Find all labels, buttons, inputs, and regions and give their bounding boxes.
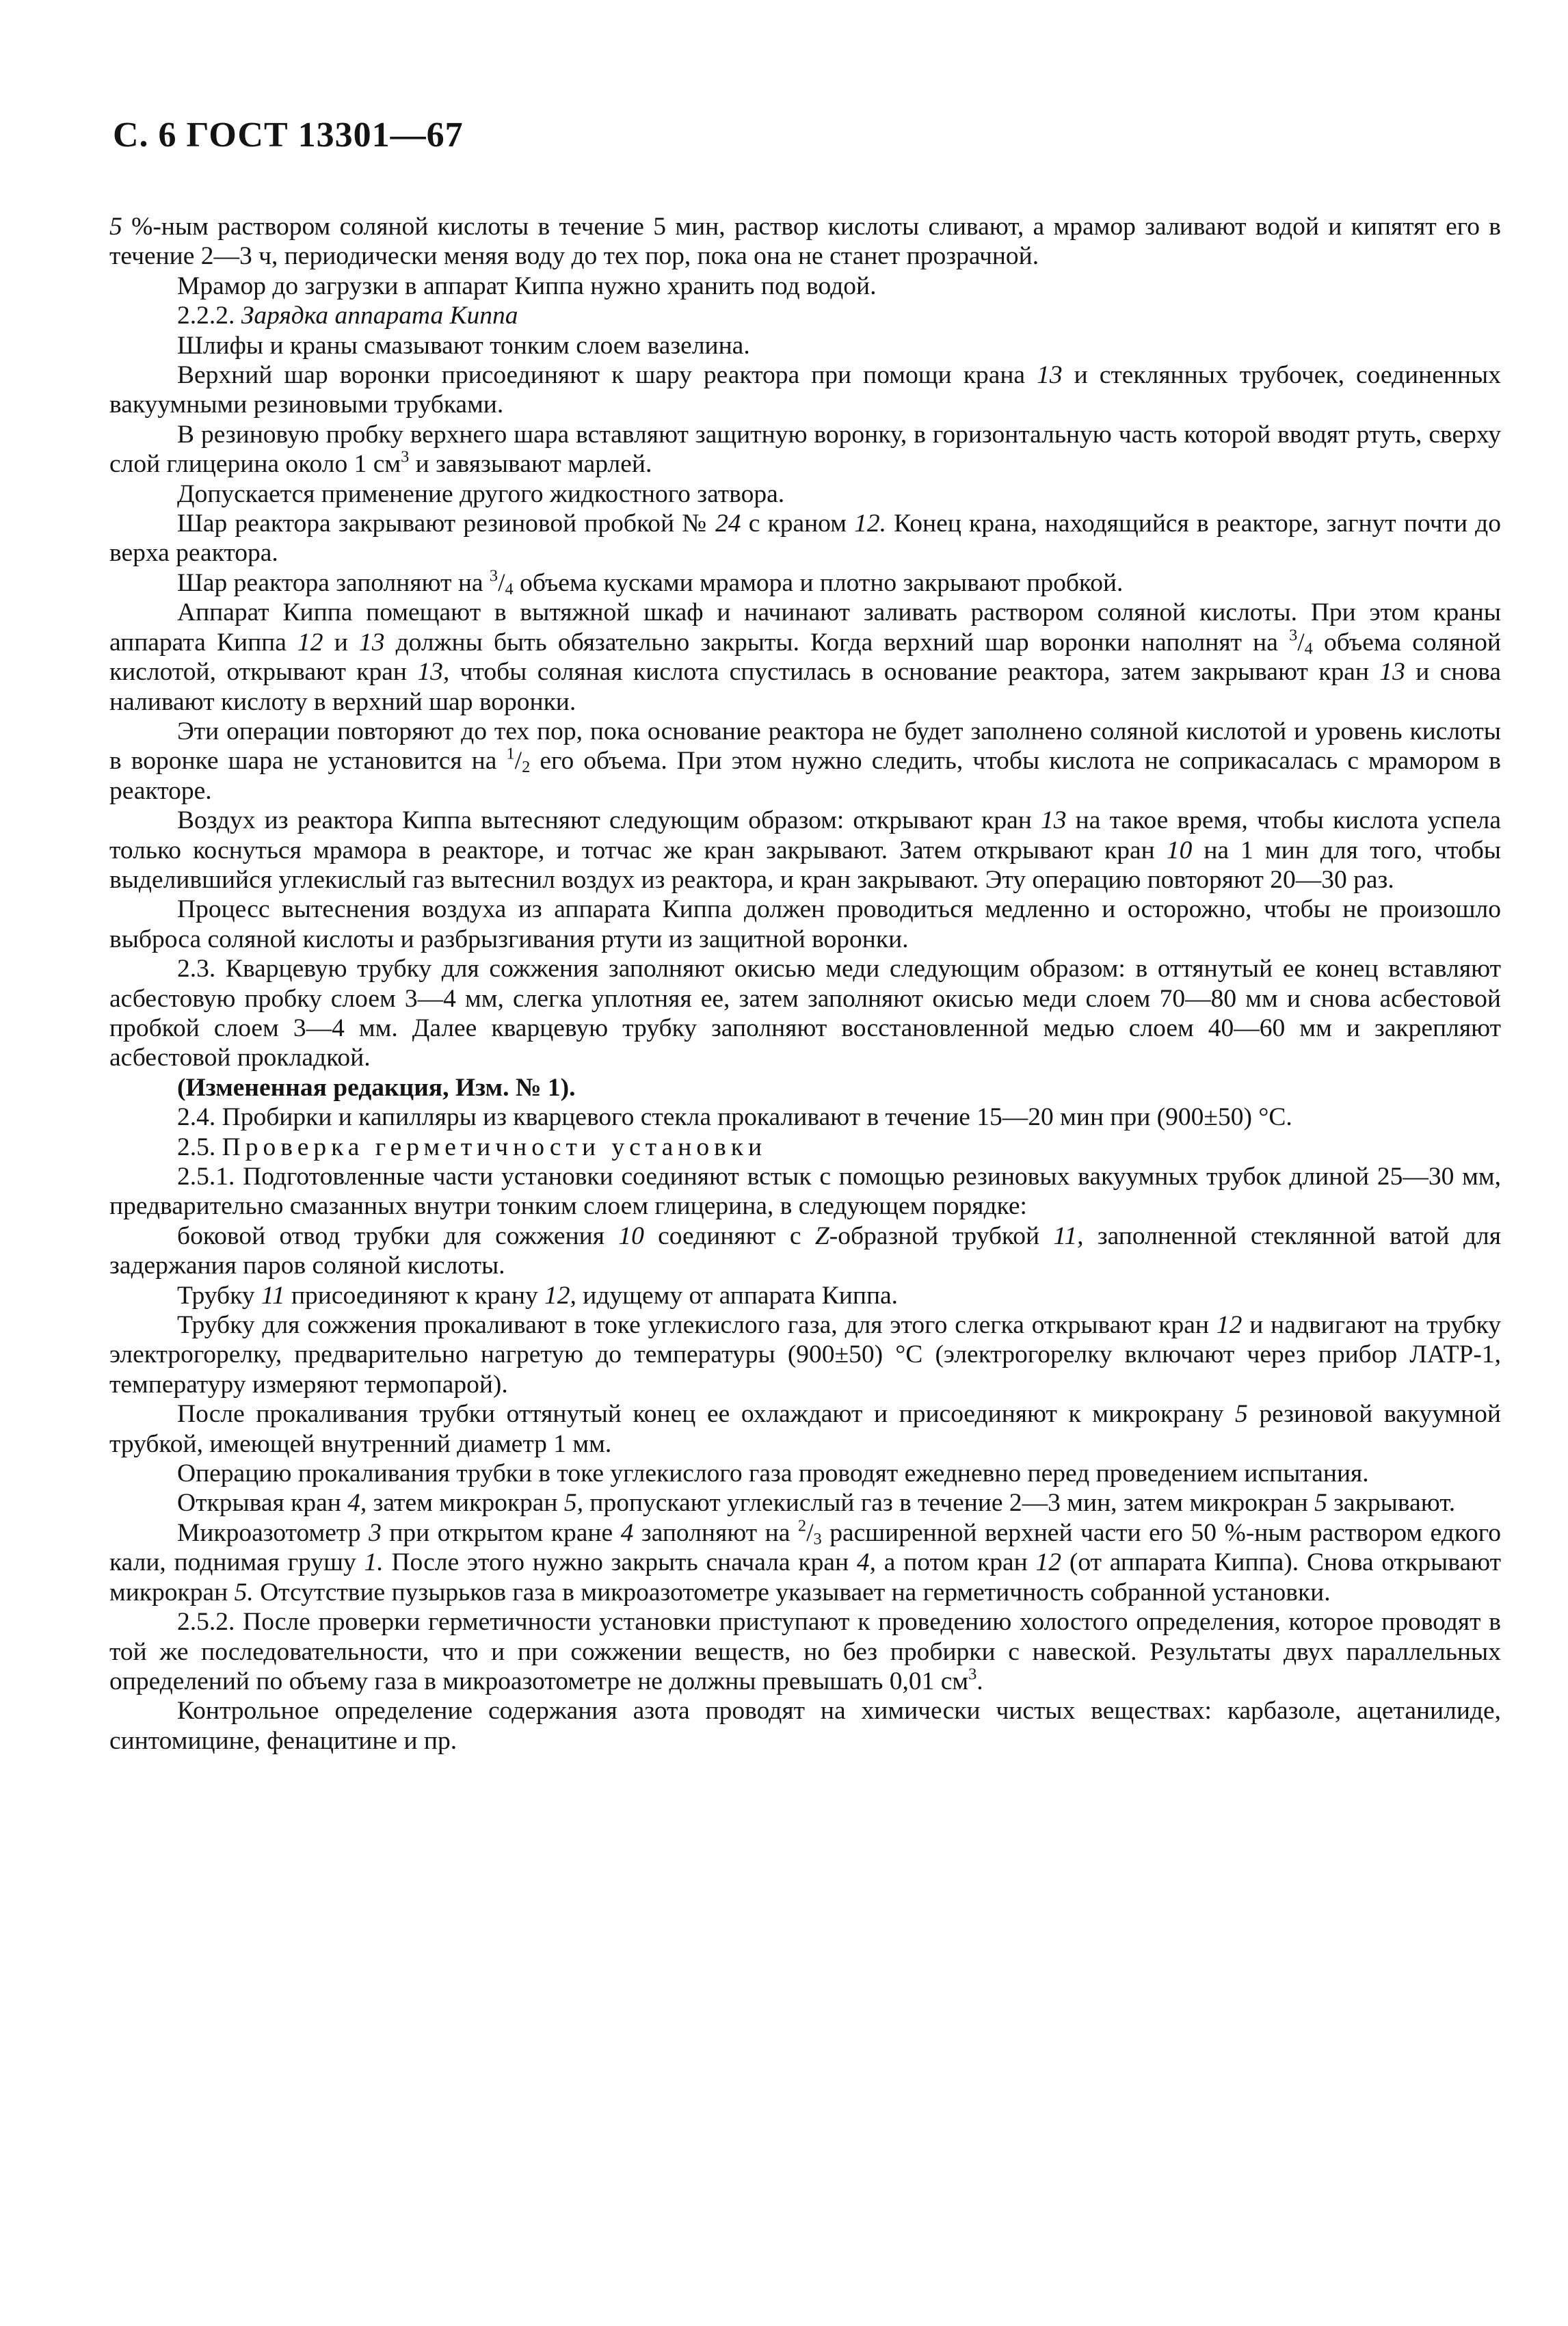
text-run: и снова наливают кислоту в верхний шар воронки.: [109, 658, 1501, 716]
paragraph-23: Операцию прокаливания трубки в токе углекислого газа проводят ежедневно перед проведением испытания.: [177, 1459, 1369, 1488]
item-ref: 4: [620, 1518, 634, 1547]
text-run: его объема. При этом нужно следить, чтобы кислота не соприкасалась с мрамором в реакторе.: [109, 747, 1501, 805]
item-ref: 12: [1035, 1548, 1062, 1577]
text-run: а потом кран: [876, 1548, 1036, 1577]
paragraph-13: Процесс вытеснения воздуха из аппарата Киппа должен проводиться медленно и осторожно, чтобы не произошло выброса соляной кислоты и разбрызгивания ртути из защитной воронки.: [109, 895, 1501, 953]
paragraph-22: [109, 1399, 1501, 1459]
paragraph-text: %-ным раствором соляной кислоты в течение 5 мин, раствор кислоты сливают, а мрамор заливают водой и кипятят его в течение 2—3 ч, периодически меняя воду до тех пор, пока она не станет прозрачной.: [109, 213, 1501, 271]
paragraph-2-5-2: [109, 1607, 1501, 1696]
text-run: соединяют с: [643, 1221, 815, 1250]
section-title: Зарядка аппарата Киппа: [241, 302, 518, 330]
paragraph-2-4: 2.4. Пробирки и капилляры из кварцевого стекла прокаливают в течение 15—20 мин при (900±50) °С.: [177, 1103, 1292, 1132]
text-run: После этого нужно закрыть сначала кран: [383, 1548, 857, 1577]
item-ref: 1.: [364, 1548, 384, 1577]
paragraph-8: [109, 509, 1501, 568]
item-ref: 10: [618, 1221, 644, 1250]
text-run: закрывают.: [1327, 1489, 1456, 1518]
text-run: После прокаливания трубки оттянутый конец ее охлаждают и присоединяют к микрокрану: [177, 1400, 1235, 1429]
text-run: Открывая кран: [177, 1489, 348, 1518]
item-ref: 11: [261, 1281, 285, 1310]
text-run: Эти операции повторяют до тех пор, пока основание реактора не будет заполнено соляной кислотой и уровень кислоты в воронке шара не установится на: [109, 717, 1501, 776]
text-run: Шар реактора закрывают резиновой пробкой №: [177, 510, 716, 538]
superscript: 3: [401, 447, 410, 466]
paragraph-4: Шлифы и краны смазывают тонким слоем вазелина.: [177, 331, 750, 360]
text-run: на 1 мин для того, чтобы выделившийся углекислый газ вытеснил воздух из реактора, и кран закрывают. Эту операцию повторяют 20—30 раз.: [109, 836, 1501, 894]
text-run: Конец крана, находящийся в реакторе, загнут почти до верха реактора.: [109, 510, 1502, 568]
text-run: при открытом кране: [381, 1518, 621, 1547]
paragraph-5: [109, 360, 1501, 420]
item-ref: 10: [1166, 836, 1193, 864]
item-ref: 13: [1379, 658, 1405, 687]
item-ref: 4,: [856, 1548, 876, 1577]
item-ref: 5: [1314, 1489, 1327, 1518]
paragraph-21: [109, 1310, 1501, 1399]
paragraph-6: [109, 420, 1501, 479]
item-ref: 12,: [544, 1281, 576, 1310]
item-ref: 5.: [234, 1578, 254, 1607]
subsection-2-2-2: [109, 301, 1501, 330]
text-run: затем микрокран: [367, 1489, 564, 1518]
paragraph-12: [109, 806, 1501, 895]
fraction-numerator: 2: [797, 1516, 807, 1535]
page-header: С. 6 ГОСТ 13301—67: [113, 116, 464, 155]
text-run: заполняют на: [633, 1518, 798, 1547]
text-run: 2.5.2. После проверки герметичности установки приступают к проведению холостого определения, которое проводят в той же последовательности, что и при сожжении веществ, но без пробирки с навеской. Результаты двух параллельных определений по объему газа в микроазотометре не должны превышать 0,01 см: [109, 1608, 1501, 1695]
paragraph-2: Мрамор до загрузки в аппарат Киппа нужно хранить под водой.: [177, 272, 877, 300]
text-run: Воздух из реактора Киппа вытесняют следующим образом: открывают кран: [177, 806, 1041, 835]
text-run: В резиновую пробку верхнего шара вставляют защитную воронку, в горизонтальную часть которой вводят ртуть, сверху слой глицерина около 1 см: [109, 420, 1501, 479]
paragraph-9: Шар реактора заполняют на $^3/_4$ объема кусками мрамора и плотно закрывают пробкой.: [177, 566, 1124, 598]
paragraph-27: Контрольное определение содержания азота проводят на химически чистых веществах: карбазоле, ацетанилиде, синтомицине, фенацитине и пр.: [109, 1697, 1501, 1755]
paragraph-10: Аппарат Киппа помещают в вытяжной шкаф и начинают заливать раствором соляной кислоты. При этом краны аппарата Киппа 12 и 13 должны быть обязательно закрыты. Когда верхний шар воронки наполнят на $^3/_4$ объема соляной кислотой, открывают кран 13, чтобы соляная кислота спустилась в основание реактора, затем закрывают кран 13 и снова наливают кислоту в верхний шар воронки.: [109, 598, 1501, 716]
fraction-denominator: 4: [505, 579, 514, 598]
text-run: идущему от аппарата Киппа.: [576, 1281, 899, 1310]
paragraph-20: [109, 1281, 1501, 1310]
paragraph-2-5-1: 2.5.1. Подготовленные части установки соединяют встык с помощью резиновых вакуумных трубок длиной 25—30 мм, предварительно смазанных внутри тонким слоем глицерина, в следующем порядке:: [109, 1163, 1501, 1221]
paragraph-25: Микроазотометр 3 при открытом кране 4 заполняют на $^2/_3$ расширенной верхней части его 50 %-ным раствором едкого кали, поднимая грушу 1. После этого нужно закрыть сначала кран 4, а потом кран 12 (от аппарата Киппа). Снова открывают микрокран 5. Отсутствие пузырьков газа в микроазотометре указывает на герметичность собранной установки.: [109, 1516, 1502, 1607]
item-ref: 24: [715, 510, 741, 538]
paragraph-11: Эти операции повторяют до тех пор, пока основание реактора не будет заполнено соляной кислотой и уровень кислоты в воронке шара не установится на $^1/_2$ его объема. При этом нужно следить, чтобы кислота не соприкасалась с мрамором в реакторе.: [109, 717, 1501, 805]
fraction-numerator: 3: [489, 566, 499, 585]
text-run: пропускают углекислый газ в течение 2—3 мин, затем микрокран: [583, 1489, 1315, 1518]
item-ref: 12: [1216, 1311, 1243, 1340]
text-run: Трубку для сожжения прокаливают в токе углекислого газа, для этого слегка открывают кран: [177, 1311, 1217, 1340]
paragraph-19: [109, 1221, 1501, 1281]
text-run: и стеклянных трубочек, соединенных вакуумными резиновыми трубками.: [109, 361, 1501, 419]
text-run: резиновой вакуумной трубкой, имеющей внутренний диаметр 1 мм.: [109, 1400, 1501, 1458]
fraction-denominator: 3: [813, 1529, 822, 1548]
text-run: объема соляной кислотой, открывают кран: [109, 628, 1501, 687]
text-run: Верхний шар воронки присоединяют к шару реактора при помощи крана: [177, 361, 1037, 390]
item-ref: 13: [1037, 361, 1063, 390]
section-number: 2.5.: [177, 1133, 216, 1161]
revision-note: (Измененная редакция, Изм. № 1).: [177, 1073, 576, 1102]
section-number: 2.2.2.: [177, 302, 235, 330]
text-run: .: [976, 1667, 983, 1695]
percent-number: 5: [109, 213, 122, 241]
text-run: с краном: [741, 510, 855, 538]
item-ref: 3: [369, 1518, 382, 1547]
text-run: Шар реактора заполняют на: [177, 568, 490, 597]
paragraph-1: [109, 212, 1501, 272]
item-ref: 5,: [563, 1489, 583, 1518]
item-ref: 13,: [417, 658, 450, 687]
text-run: и надвигают на трубку электрогорелку, предварительно нагретую до температуры (900±50) °С (электрогорелку включают через прибор ЛАТР-1, температуру измеряют термопарой).: [109, 1311, 1502, 1399]
superscript: 3: [968, 1665, 977, 1684]
paragraph-24: [109, 1488, 1501, 1518]
paragraph-2-3: 2.3. Кварцевую трубку для сожжения заполняют окисью меди следующим образом: в оттянутый ее конец вставляют асбестовую пробку слоем 3—4 мм, слегка уплотняя ее, затем заполняют окисью меди слоем 70—80 мм и снова асбестовой пробкой слоем 3—4 мм. Далее кварцевую трубку заполняют восстановленной медью слоем 40—60 мм и закрепляют асбестовой прокладкой.: [109, 955, 1501, 1072]
text-run: присоединяют к крану: [284, 1281, 545, 1310]
fraction-denominator: 4: [1304, 639, 1313, 658]
item-ref: Z: [814, 1221, 829, 1250]
text-run: расширенной верхней части его 50 %-ным раствором едкого кали, поднимая грушу: [109, 1518, 1501, 1577]
text-run: и: [323, 628, 359, 657]
text-run: Отсутствие пузырьков газа в микроазотометре указывает на герметичность собранной установки.: [253, 1578, 1331, 1607]
item-ref: 12.: [854, 510, 886, 538]
fraction-numerator: 1: [506, 744, 515, 763]
text-run: на такое время, чтобы кислота успела только коснуться мрамора в реакторе, и тотчас же кран закрывают. Затем открывают кран: [109, 806, 1501, 864]
text-run: должны быть обязательно закрыты. Когда верхний шар воронки наполнят на: [384, 628, 1290, 657]
section-title: Проверка герметичности установки: [222, 1133, 767, 1161]
fraction-numerator: 3: [1289, 626, 1298, 645]
subsection-2-5: [109, 1133, 1501, 1162]
text-run: Трубку: [177, 1281, 261, 1310]
item-ref: 11,: [1053, 1221, 1084, 1250]
text-run: Аппарат Киппа помещают в вытяжной шкаф и начинают заливать раствором соляной кислоты. При этом краны аппарата Киппа: [109, 598, 1501, 657]
document-body: [109, 212, 1501, 1756]
text-run: Микроазотометр: [177, 1518, 369, 1547]
text-run: -образной трубкой: [829, 1221, 1054, 1250]
item-ref: 5: [1235, 1400, 1248, 1429]
text-run: чтобы соляная кислота спустилась в основание реактора, затем закрывают кран: [449, 658, 1380, 687]
item-ref: 12: [297, 628, 323, 657]
fraction-denominator: 2: [522, 758, 531, 777]
text-run: объема кусками мрамора и плотно закрывают пробкой.: [513, 568, 1124, 597]
item-ref: 4,: [347, 1489, 367, 1518]
text-run: боковой отвод трубки для сожжения: [177, 1221, 619, 1250]
text-run: (от аппарата Киппа). Снова открывают микрокран: [109, 1548, 1502, 1607]
text-run: и завязывают марлей.: [409, 450, 652, 479]
paragraph-7: Допускается применение другого жидкостного затвора.: [177, 479, 785, 508]
item-ref: 13: [1041, 806, 1067, 835]
item-ref: 13: [358, 628, 385, 657]
text-run: заполненной стеклянной ватой для задержания паров соляной кислоты.: [109, 1221, 1501, 1280]
